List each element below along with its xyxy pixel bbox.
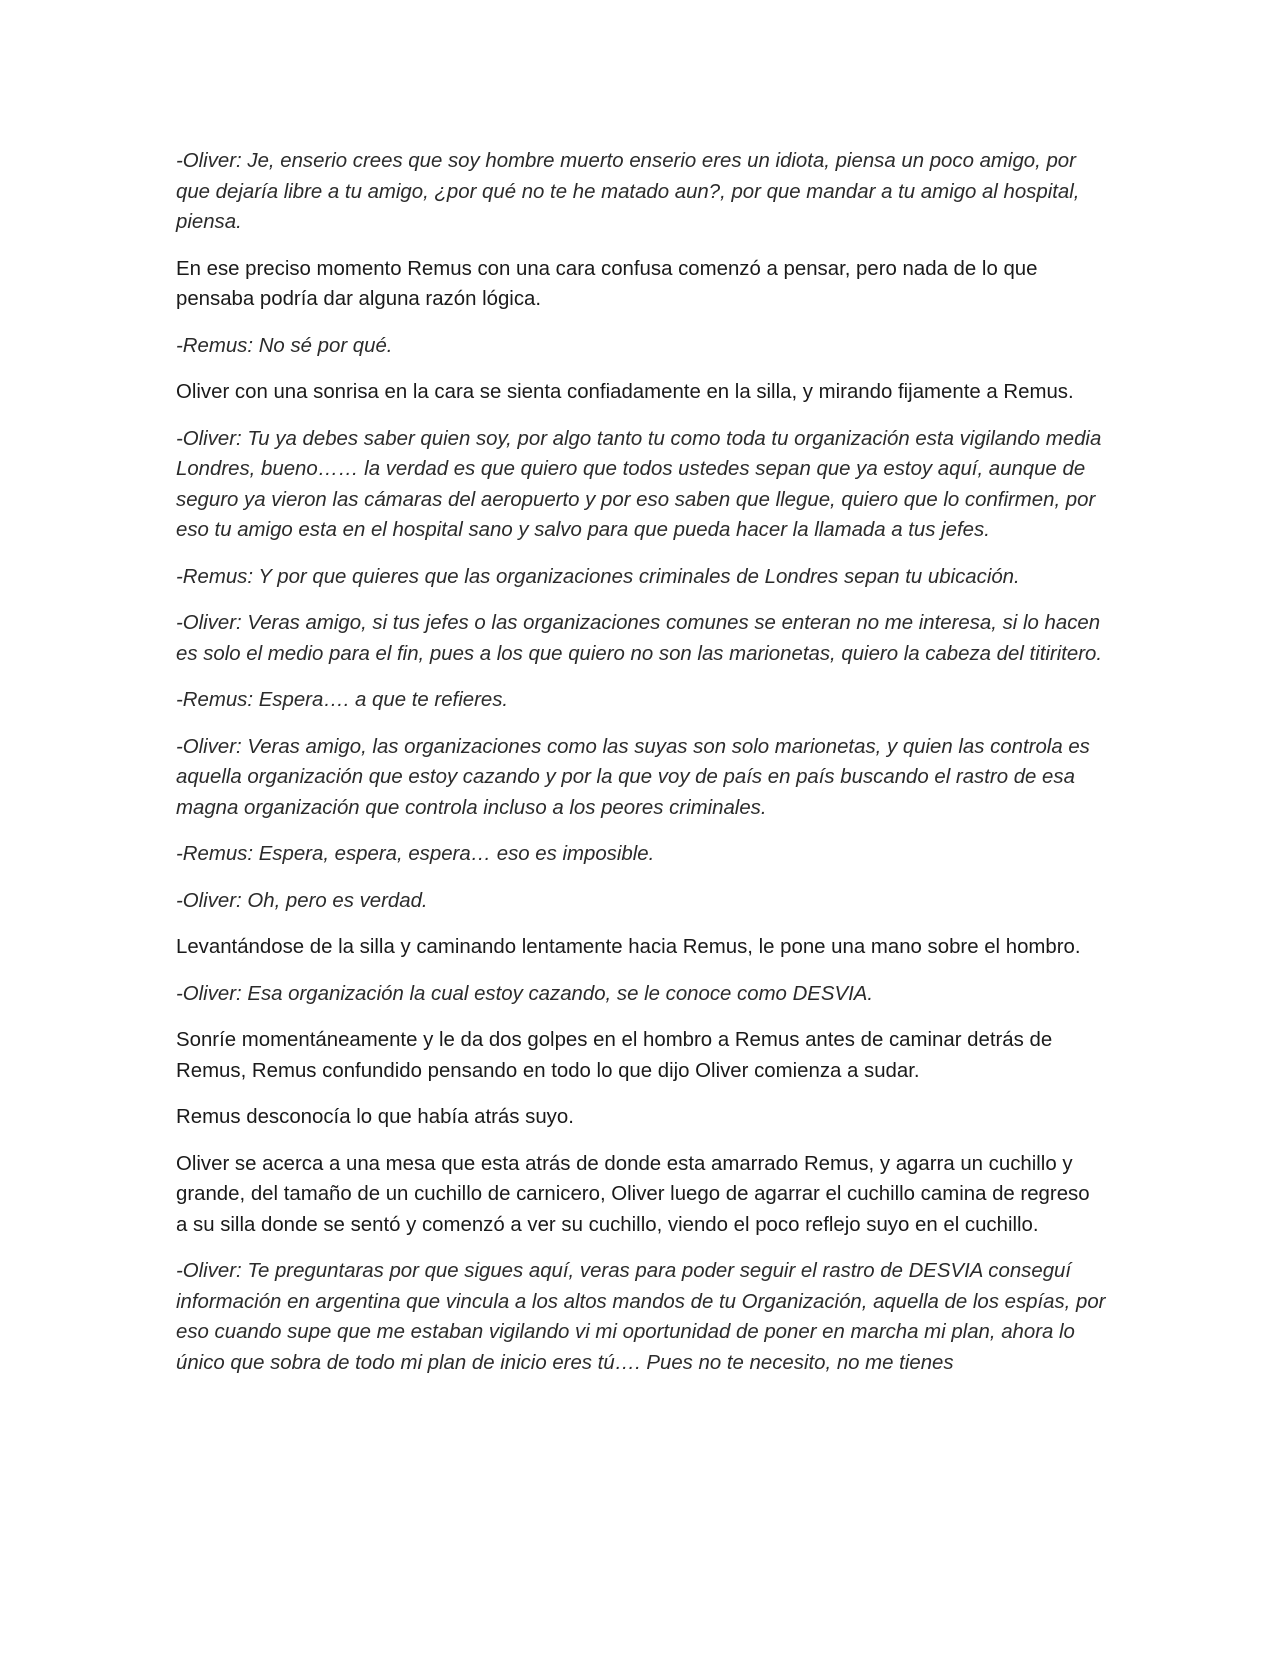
paragraph-dialogue: -Remus: No sé por qué. — [176, 334, 393, 357]
paragraph-dialogue: -Remus: Espera, espera, espera… eso es imposible. — [176, 843, 655, 865]
paragraph-narration: Sonríe momentáneamente y le da dos golpes en el hombro a Remus antes de caminar detrás de Remus, Remus confundido pensando en todo lo que dijo Oliver comienza a sudar. — [176, 1029, 1053, 1082]
paragraph-narration: Levantándose de la silla y caminando lentamente hacia Remus, le pone una mano sobre el hombro. — [176, 936, 1081, 958]
paragraph-dialogue: -Oliver: Tu ya debes saber quien soy, por algo tanto tu como toda tu organización esta vigilando media Londres, bueno…… la verdad es que quiero que todos ustedes sepan que ya estoy aquí, aunque de seguro ya vieron las cámaras del aeropuerto y por eso saben que llegue, quiero que lo confirmen, por eso tu amigo esta en el hospital sano y salvo para que pueda hacer la llamada a tus jefes. — [176, 427, 1102, 541]
paragraph-dialogue: -Oliver: Je, enserio crees que soy hombre muerto enserio eres un idiota, piensa un poco amigo, por que dejaría libre a tu amigo, ¿por qué no te he matado aun?, por que mandar a tu amigo al hospital, piensa. — [176, 150, 1080, 233]
paragraph-narration: Oliver se acerca a una mesa que esta atrás de donde esta amarrado Remus, y agarra un cuchillo y grande, del tamaño de un cuchillo de carnicero, Oliver luego de agarrar el cuchillo camina de regreso a su silla donde se sentó y comenzó a ver su cuchillo, viendo el poco reflejo suyo en el cuchillo. — [176, 1152, 1090, 1236]
paragraph-dialogue: -Oliver: Veras amigo, las organizaciones como las suyas son solo marionetas, y quien las controla es aquella organización que estoy cazando y por la que voy de país en país buscando el rastro de esa magna organización que controla incluso a los peores criminales. — [176, 735, 1090, 819]
paragraph-dialogue: -Remus: Y por que quieres que las organizaciones criminales de Londres sepan tu ubicación. — [176, 565, 1020, 588]
paragraph-dialogue: -Oliver: Veras amigo, si tus jefes o las organizaciones comunes se enteran no me interesa, si lo hacen es solo el medio para el fin, pues a los que quiero no son las marionetas, quiero la cabeza del titiritero. — [176, 612, 1103, 665]
document-body — [176, 146, 1106, 1394]
paragraph-dialogue: -Remus: Espera…. a que te refieres. — [176, 689, 509, 711]
paragraph-narration: Oliver con una sonrisa en la cara se sienta confiadamente en la silla, y mirando fijamente a Remus. — [176, 381, 1074, 403]
paragraph-narration: En ese preciso momento Remus con una cara confusa comenzó a pensar, pero nada de lo que pensaba podría dar alguna razón lógica. — [176, 257, 1038, 310]
paragraph-dialogue: -Oliver: Esa organización la cual estoy cazando, se le conoce como DESVIA. — [176, 982, 874, 1005]
paragraph-dialogue: -Oliver: Oh, pero es verdad. — [176, 889, 428, 912]
paragraph-dialogue: -Oliver: Te preguntaras por que sigues aquí, veras para poder seguir el rastro de DESVIA conseguí información en argentina que vincula a los altos mandos de tu Organización, aquella de los espías, por eso cuando supe que me estaban vigilando vi mi oportunidad de poner en marcha mi plan, ahora lo único que sobra de todo mi plan de inicio eres tú…. Pues no te necesito, no me tienes — [176, 1260, 1106, 1374]
paragraph-narration: Remus desconocía lo que había atrás suyo. — [176, 1106, 574, 1128]
